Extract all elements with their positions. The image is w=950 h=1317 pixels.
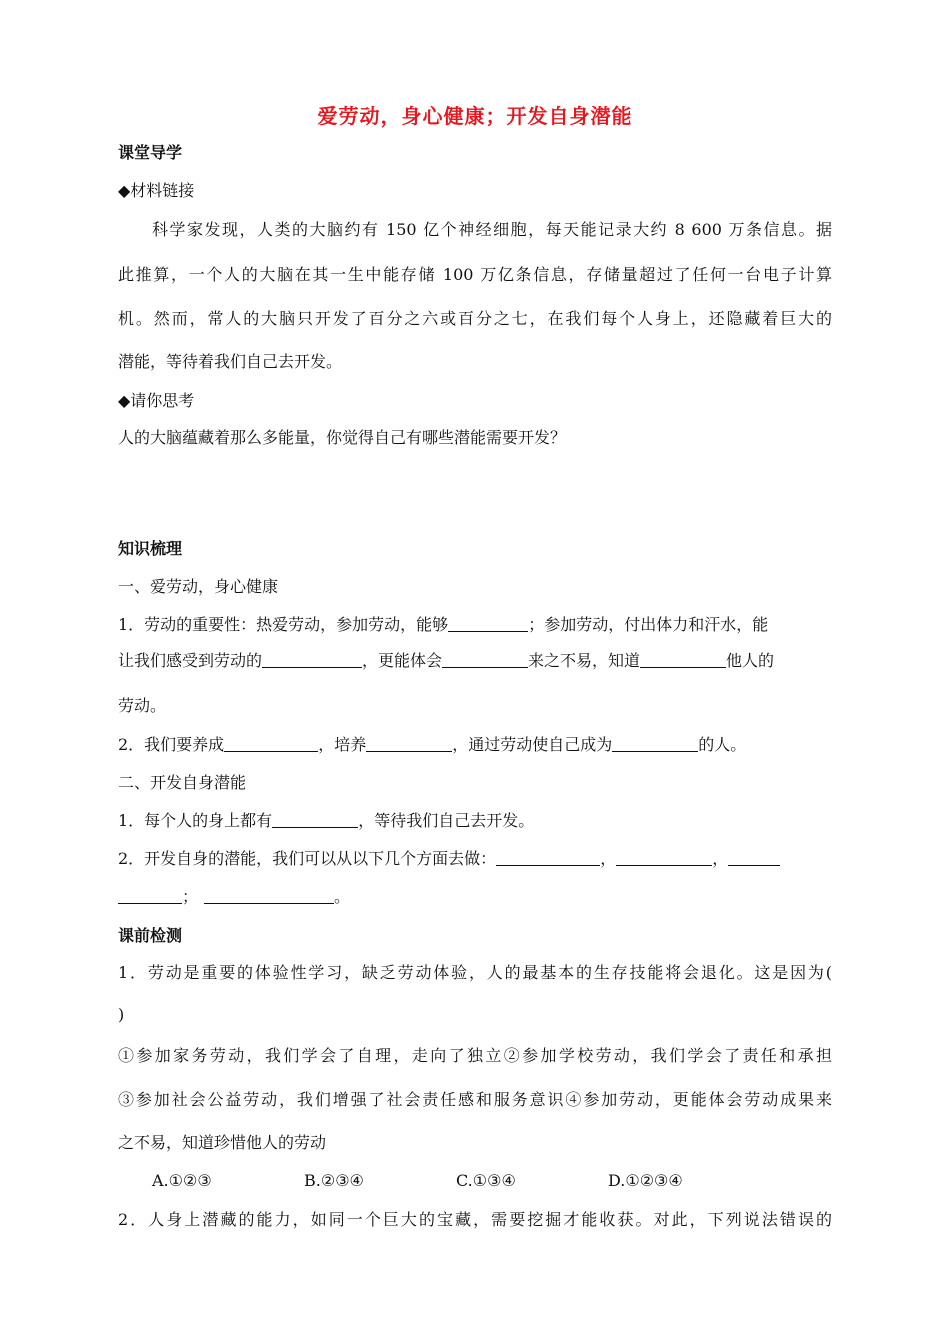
section-heading-guide: 课堂导学: [118, 143, 183, 162]
text: 来之不易，知道: [528, 651, 641, 670]
fill-blank[interactable]: [442, 651, 528, 668]
knowledge-q1: [118, 810, 832, 832]
knowledge-part1-title: 一、爱劳动，身心健康: [118, 577, 279, 596]
think-question: 人的大脑蕴藏着那么多能量，你觉得自己有哪些潜能需要开发？: [118, 428, 567, 447]
pretest-q1-line2: ): [118, 1005, 125, 1024]
text: ，: [600, 849, 617, 868]
text: 让我们感受到劳动的: [118, 651, 263, 670]
option-a[interactable]: A.①②③: [152, 1171, 212, 1190]
fill-blank[interactable]: [272, 811, 358, 828]
pretest-q2-line1: 2．人身上潜藏的能力，如同一个巨大的宝藏，需要挖掘才能收获。对此，下列说法错误的: [118, 1210, 832, 1229]
fill-blank[interactable]: [366, 735, 452, 752]
text: ，: [712, 849, 729, 868]
page-title: 爱劳动，身心健康；开发自身潜能: [317, 104, 633, 128]
text: 2．我们要养成: [118, 735, 225, 754]
text: ；参加劳动，付出体力和汗水，能: [528, 615, 769, 634]
fill-blank[interactable]: [118, 887, 182, 904]
text: 2．开发自身的潜能，我们可以从以下几个方面去做：: [118, 849, 497, 868]
text: 的人。: [698, 735, 747, 754]
knowledge-q2-line1: [118, 848, 832, 870]
fill-blank[interactable]: [728, 849, 780, 866]
knowledge-p1-line1: [118, 614, 832, 636]
material-line-4: 潜能，等待着我们自己去开发。: [118, 352, 343, 371]
fill-blank[interactable]: [496, 849, 600, 866]
knowledge-p2: [118, 734, 832, 756]
knowledge-p1-line3: 劳动。: [118, 696, 167, 715]
fill-blank[interactable]: [204, 887, 334, 904]
material-line-3: 机。然而，常人的大脑只开发了百分之六或百分之七，在我们每个人身上，还隐藏着巨大的: [118, 309, 832, 328]
knowledge-p1-line2: [118, 650, 832, 672]
text: 他人的: [726, 651, 775, 670]
fill-blank[interactable]: [616, 849, 712, 866]
section-heading-knowledge: 知识梳理: [118, 539, 183, 558]
text: ；: [182, 887, 199, 906]
text: ，更能体会: [362, 651, 443, 670]
fill-blank[interactable]: [262, 651, 362, 668]
text: 1．每个人的身上都有: [118, 811, 273, 830]
pretest-q1-statement-1: ①参加家务劳动，我们学会了自理，走向了独立②参加学校劳动，我们学会了责任和承担: [118, 1046, 832, 1065]
fill-blank[interactable]: [224, 735, 318, 752]
material-label: ◆材料链接: [118, 181, 195, 200]
option-b[interactable]: B.②③④: [304, 1171, 364, 1190]
section-heading-pretest: 课前检测: [118, 926, 183, 945]
text: ，培养: [318, 735, 367, 754]
text: ，等待我们自己去开发。: [358, 811, 535, 830]
material-line-2: 此推算，一个人的大脑在其一生中能存储 100 万亿条信息，存储量超过了任何一台电子计算: [118, 265, 832, 284]
option-c[interactable]: C.①③④: [456, 1171, 516, 1190]
pretest-q1-statement-2: ③参加社会公益劳动，我们增强了社会责任感和服务意识④参加劳动，更能体会劳动成果来: [118, 1090, 832, 1109]
fill-blank[interactable]: [612, 735, 698, 752]
pretest-q1-statement-3: 之不易，知道珍惜他人的劳动: [118, 1133, 327, 1152]
pretest-q1-line1: 1．劳动是重要的体验性学习，缺乏劳动体验，人的最基本的生存技能将会退化。这是因为(: [118, 963, 832, 982]
material-line-1: 科学家发现，人类的大脑约有 150 亿个神经细胞，每天能记录大约 8 600 万条信息。据: [152, 220, 832, 239]
option-d[interactable]: D.①②③④: [608, 1171, 683, 1190]
text: 1．劳动的重要性：热爱劳动，参加劳动，能够: [118, 615, 449, 634]
think-label: ◆请你思考: [118, 391, 195, 410]
text: 。: [334, 887, 351, 906]
knowledge-part2-title: 二、开发自身潜能: [118, 773, 247, 792]
fill-blank[interactable]: [640, 651, 726, 668]
knowledge-q2-line2: [118, 886, 832, 908]
text: ，通过劳动使自己成为: [452, 735, 613, 754]
fill-blank[interactable]: [448, 615, 528, 632]
